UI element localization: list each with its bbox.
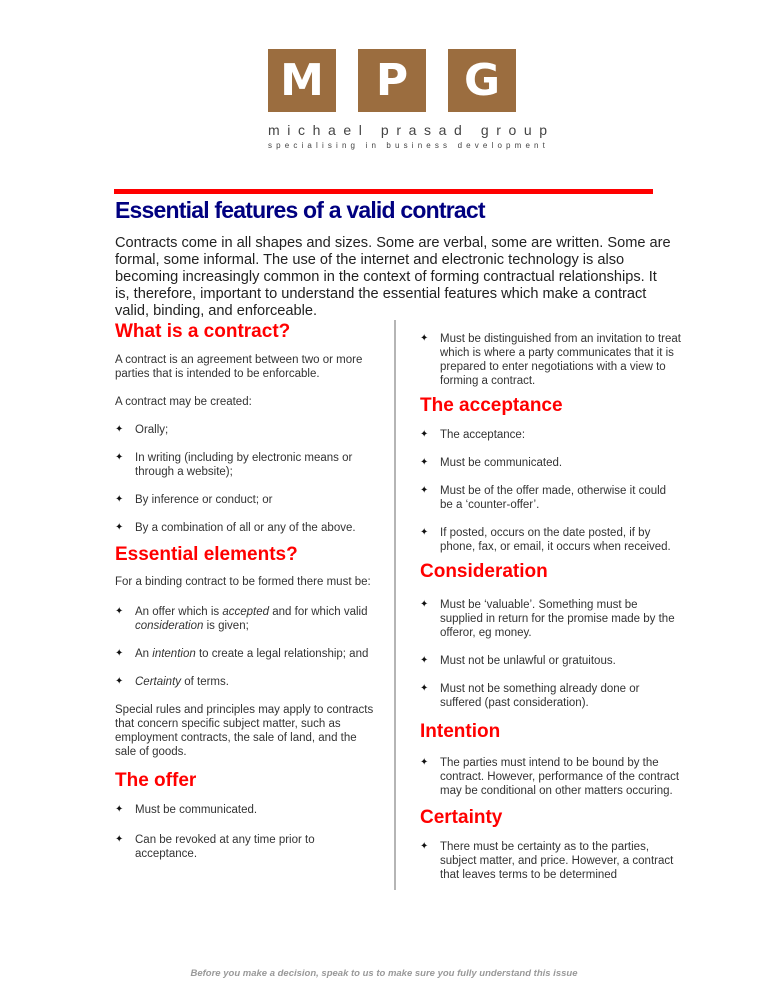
list-item: ✦ If posted, occurs on the date posted, if by phone, fax, or email, it occurs when received. [420, 527, 671, 553]
four-point-star-icon: ✦ [420, 429, 429, 440]
list-item: ✦ Must be communicated. [115, 804, 258, 816]
heading-the-offer: The offer [115, 770, 197, 791]
four-point-star-icon: ✦ [420, 527, 429, 538]
logo-company-name: michael prasad group [268, 122, 555, 138]
four-point-star-icon: ✦ [115, 452, 124, 463]
four-point-star-icon: ✦ [420, 841, 429, 852]
four-point-star-icon: ✦ [420, 333, 429, 344]
four-point-star-icon: ✦ [115, 424, 124, 435]
four-point-star-icon: ✦ [420, 599, 429, 610]
list-item: ✦ Must be distinguished from an invitation to treat which is where a party communicates that it is prepared to enter negotiations with a view to forming a contract. [420, 333, 681, 387]
column-divider [394, 320, 396, 890]
list-item: ✦ By inference or conduct; or [115, 494, 273, 506]
logo-letter-m: M [268, 49, 336, 112]
list-item: ✦ There must be certainty as to the parties, subject matter, and price. However, a contract that leaves terms to be determined [420, 841, 674, 881]
footer-disclaimer: Before you make a decision, speak to us to make sure you fully understand this issue [190, 968, 578, 979]
heading-the-acceptance: The acceptance [420, 395, 563, 416]
list-item: ✦ The parties must intend to be bound by the contract. However, performance of the contract may be conditional on other matters occuring. [420, 757, 680, 797]
logo-letter-g: G [448, 49, 516, 112]
list-item: ✦ Must not be something already done or suffered (past consideration). [420, 683, 640, 709]
list-item: ✦ The acceptance: [420, 429, 526, 441]
intro-paragraph: Contracts come in all shapes and sizes. Some are verbal, some are written. Some are formal, some informal. The use of the internet and electronic technology is also becoming increasingly common in the context of forming contractual relationships. It is, therefore, important to understand the essential features which make a contract valid, binding, and enforceable. [115, 235, 671, 319]
contract-created-intro: A contract may be created: [115, 396, 252, 408]
heading-intention: Intention [420, 721, 501, 742]
special-rules-paragraph: Special rules and principles may apply to contracts that concern specific subject matter, such as employment contracts, the sale of land, and the sale of goods. [115, 704, 374, 758]
page-title: Essential features of a valid contract [115, 197, 485, 223]
list-item: ✦ Certainty of terms. [115, 676, 229, 688]
contract-definition: A contract is an agreement between two or more parties that is intended to be enforcable. [115, 354, 363, 380]
four-point-star-icon: ✦ [420, 485, 429, 496]
list-item: ✦ Orally; [115, 424, 169, 436]
heading-what-is-contract: What is a contract? [115, 321, 291, 342]
logo-boxes [268, 49, 520, 112]
list-item: ✦ Can be revoked at any time prior to acceptance. [115, 834, 315, 860]
four-point-star-icon: ✦ [115, 676, 124, 687]
four-point-star-icon: ✦ [420, 655, 429, 666]
heading-essential-elements: Essential elements? [115, 544, 298, 565]
four-point-star-icon: ✦ [115, 834, 124, 845]
list-item: ✦ An offer which is accepted and for which valid consideration is given; [115, 606, 368, 632]
list-item: ✦ Must be of the offer made, otherwise it could be a ‘counter-offer’. [420, 485, 667, 511]
four-point-star-icon: ✦ [115, 804, 124, 815]
right-column [420, 320, 682, 882]
list-item: ✦ Must be communicated. [420, 457, 563, 469]
logo-tagline: specialising in business development [268, 141, 550, 150]
heading-certainty: Certainty [420, 807, 503, 828]
list-item: ✦ By a combination of all or any of the above. [115, 522, 356, 534]
list-item: ✦ Must not be unlawful or gratuitous. [420, 655, 616, 667]
list-item: ✦ In writing (including by electronic means or through a website); [115, 452, 353, 478]
list-item: ✦ Must be ‘valuable’. Something must be supplied in return for the promise made by the offeror, eg money. [420, 599, 675, 639]
four-point-star-icon: ✦ [420, 457, 429, 468]
four-point-star-icon: ✦ [115, 606, 124, 617]
four-point-star-icon: ✦ [115, 494, 124, 505]
logo-letter-p: P [358, 49, 426, 112]
four-point-star-icon: ✦ [420, 683, 429, 694]
four-point-star-icon: ✦ [420, 757, 429, 768]
list-item: ✦ An intention to create a legal relationship; and [115, 648, 369, 660]
company-logo [268, 49, 555, 150]
title-rule-divider [114, 189, 653, 194]
four-point-star-icon: ✦ [115, 648, 124, 659]
left-column [115, 320, 377, 861]
four-point-star-icon: ✦ [115, 522, 124, 533]
heading-consideration: Consideration [420, 561, 548, 582]
essential-intro: For a binding contract to be formed there must be: [115, 576, 371, 588]
